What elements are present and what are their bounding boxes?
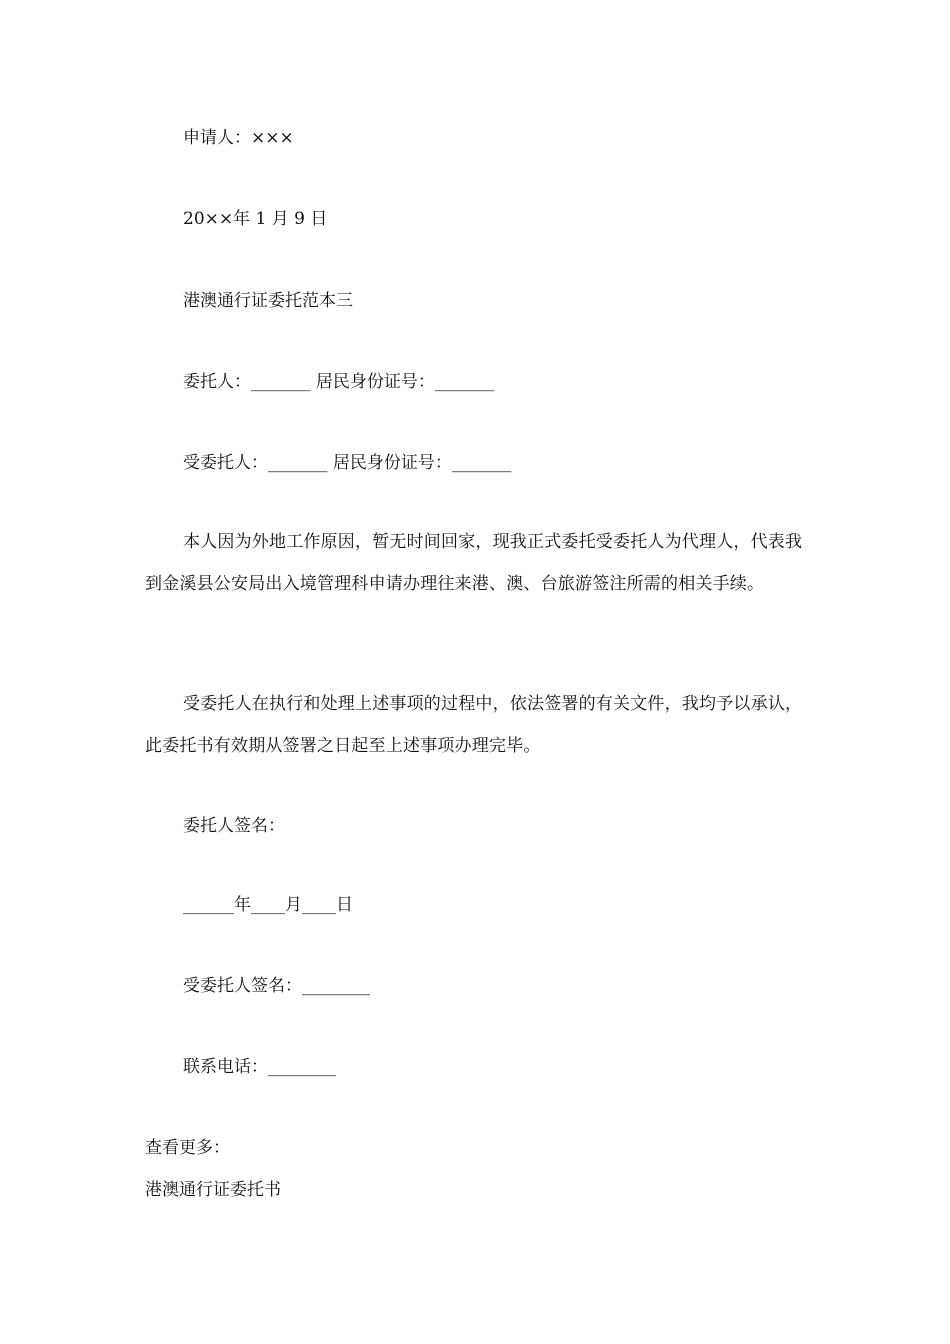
blank-date-line: ______年____月____日 <box>183 895 353 915</box>
applicant-line: 申请人：××× <box>183 128 294 148</box>
related-document-link[interactable]: 港澳通行证委托书 <box>145 1180 281 1200</box>
agent-line: 受委托人：_______ 居民身份证号：_______ <box>183 453 512 473</box>
contact-phone-line: 联系电话：________ <box>183 1057 336 1077</box>
date-line: 20××年 1 月 9 日 <box>183 209 328 229</box>
section-title: 港澳通行证委托范本三 <box>183 291 353 311</box>
see-more-label: 查看更多： <box>145 1138 230 1158</box>
body-paragraph-2: 受委托人在执行和处理上述事项的过程中，依法签署的有关文件，我均予以承认，此委托书有效期从签署之日起至上述事项办理完毕。 <box>145 694 803 756</box>
principal-signature-line: 委托人签名： <box>183 816 285 836</box>
agent-signature-line: 受委托人签名：________ <box>183 976 370 996</box>
body-paragraph-1: 本人因为外地工作原因，暂无时间回家，现我正式委托受委托人为代理人，代表我到金溪县公安局出入境管理科申请办理往来港、澳、台旅游签注所需的相关手续。 <box>145 532 803 594</box>
principal-line: 委托人：_______ 居民身份证号：_______ <box>183 372 495 392</box>
